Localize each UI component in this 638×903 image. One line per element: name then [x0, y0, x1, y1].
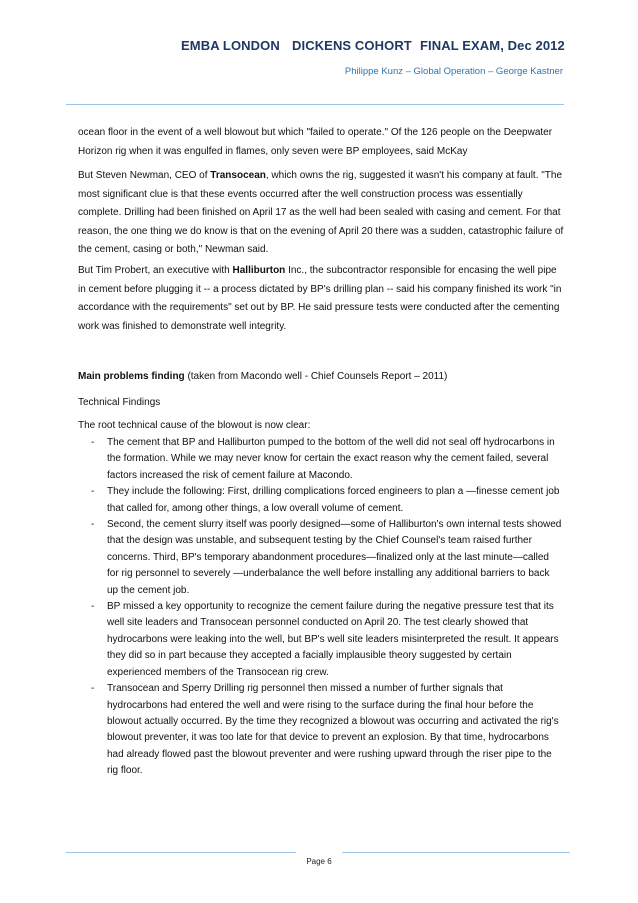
list-item-text: Transocean and Sperry Drilling rig personnel then missed a number of further signals that hydrocarbons had entered the well and were rising to the surface during the final hour before the blowout actually occurred. By the time they recognized a blowout was occurring and activated the rig's blowout preventer, it was too late for that device to prevent an explosion. By that time, hydrocarbons had already flowed past the blowout preventer and were rushing upward through the riser pipe to the rig floor.	[107, 683, 559, 777]
paragraph-3-body: Inc., the subcontractor responsible for encasing the well pipe in cement before plugging it -- a process dictated by BP's drilling plan -- said his company finished its work "in accordance with the requirements" set out by BP. He said pressure tests were conducted after the cementing work was finished to demonstrate well integrity.	[78, 265, 562, 332]
list-item-text: They include the following: First, drilling complications forced engineers to plan a —finesse cement job that called for, among other things, a low overall volume of cement.	[107, 486, 560, 514]
section-heading-source: (taken from Macondo well - Chief Counsels Report – 2011)	[184, 371, 448, 382]
findings-list	[78, 435, 563, 780]
paragraph-2-lead: But Steven Newman, CEO of	[78, 170, 211, 181]
header-authors: Philippe Kunz – Global Operation – George Kastner	[344, 66, 563, 77]
header-exam: FINAL EXAM, Dec 2012	[420, 38, 565, 53]
footer-rule-right	[342, 852, 570, 853]
list-item	[78, 435, 563, 484]
list-item	[78, 484, 563, 517]
section-heading	[78, 368, 566, 387]
list-item	[78, 599, 563, 681]
paragraph-2-company: Transocean	[210, 170, 266, 181]
list-item	[78, 681, 563, 779]
paragraph-3-lead: But Tim Probert, an executive with	[78, 265, 233, 276]
bullet-dash: -	[91, 601, 95, 613]
header-rule	[66, 104, 564, 105]
list-item-text: Second, the cement slurry itself was poorly designed—some of Halliburton's own internal tests showed that the design was unstable, and subsequent testing by the Chief Counsel's team raised further concerns. Third, BP's temporary abandonment procedures—finalized only at the last minute—called for rig personnel to severely —underbalance the well before installing any additional barriers to back up the cement job.	[107, 519, 562, 596]
list-item-text: BP missed a key opportunity to recognize the cement failure during the negative pressure test that its well site leaders and Transocean personnel conducted on April 20. The test clearly showed that hydrocarbons were leaking into the well, but BP's well site leaders misinterpreted the result. It appears they did so in part because they accepted a facially implausible theory suggested by certain experienced members of the Transocean rig crew.	[107, 601, 559, 678]
paragraph-1: ocean floor in the event of a well blowout but which "failed to operate." Of the 126 people on the Deepwater Horizon rig when it was engulfed in flames, only seven were BP employees, said McKay	[78, 127, 553, 157]
technical-findings-heading: Technical Findings	[78, 397, 161, 408]
paragraph-3-company: Halliburton	[232, 265, 286, 276]
list-item	[78, 517, 563, 599]
page-number: Page 6	[306, 857, 332, 866]
paragraph-2-body: , which owns the rig, suggested it wasn't his company at fault. "The most significant clue is that these events occurred after the well construction process was essentially complete. Drilling had been finished on April 17 as the well had been sealed with casing and cement. For that reason, the one thing we do know is that on the evening of April 20 there was a sudden, catastrophic failure of the cement, casing or both," Newman said.	[78, 170, 564, 256]
footer-rule-left	[66, 852, 296, 853]
bullet-dash: -	[91, 519, 95, 531]
section-heading-bold: Main problems finding	[78, 371, 185, 382]
paragraph-2	[78, 167, 566, 260]
bullet-dash: -	[91, 486, 95, 498]
bullet-dash: -	[91, 437, 95, 448]
bullet-dash: -	[91, 683, 95, 695]
paragraph-3	[78, 262, 566, 336]
list-item-text: The cement that BP and Halliburton pumped to the bottom of the well did not seal off hydrocarbons in the formation. While we may never know for certain the exact reason why the cement failed, several factors increased the risk of cement failure at Macondo.	[107, 437, 555, 481]
header-program: EMBA LONDON	[181, 38, 280, 53]
header-cohort: DICKENS COHORT	[292, 38, 412, 53]
findings-intro: The root technical cause of the blowout is now clear:	[78, 420, 311, 431]
